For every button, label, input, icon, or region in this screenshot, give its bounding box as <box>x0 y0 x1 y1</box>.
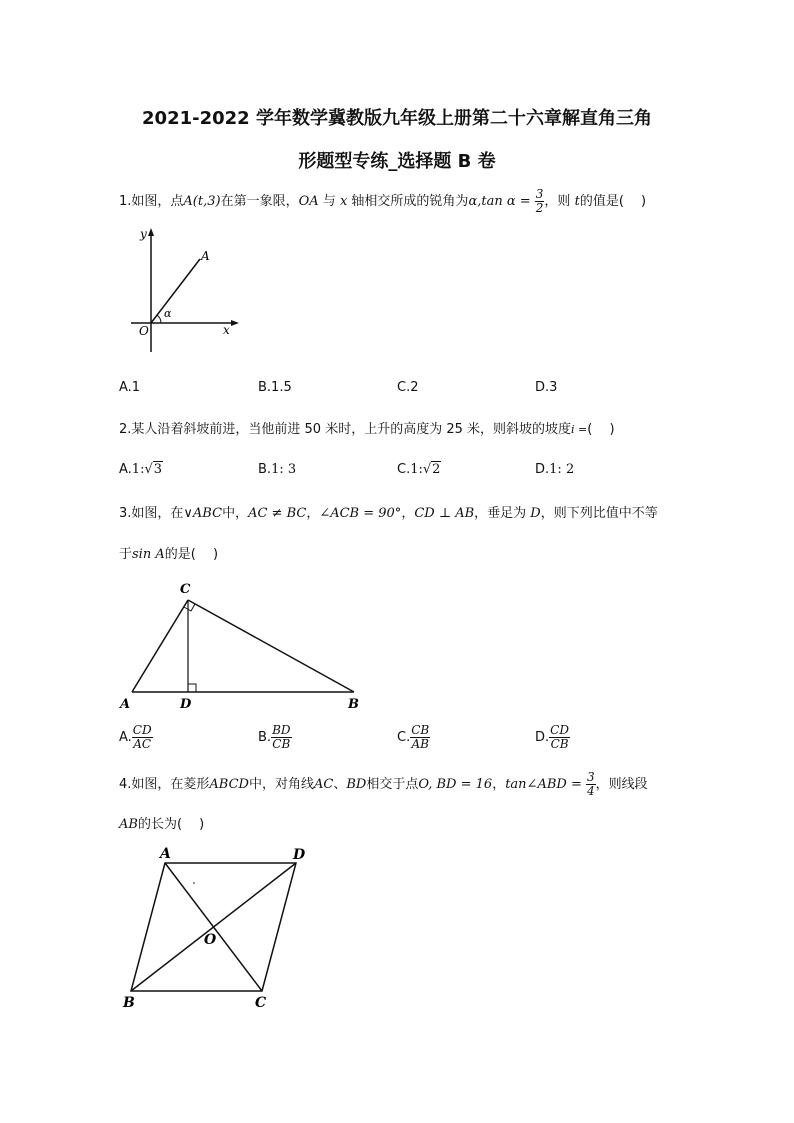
title-line-2: 形题型专练_选择题 B 卷 <box>298 151 496 172</box>
figure-q1-coordinate <box>125 222 245 357</box>
label-x: x <box>223 323 230 337</box>
label-D: D <box>180 697 192 712</box>
q2-option-b[interactable]: B.1: 3 <box>258 462 297 477</box>
question-3: 3.如图，在∨ABC中，AC ≠ BC，∠ACB = 90°，CD ⊥ AB，垂足为 D，则下列比值中不等 <box>119 506 658 521</box>
label-alpha: α <box>164 307 172 320</box>
question-4: 4.如图，在菱形ABCD中，对角线AC、BD相交于点O, BD = 16，tan∠ABD = $\frac{3}{4}$ ，则线段 <box>119 770 648 798</box>
figure-q3-triangle <box>118 578 368 713</box>
label-A: A <box>120 697 131 712</box>
label-D: D <box>293 847 306 863</box>
fraction-3-2: $\frac{3}{2}$ <box>535 187 544 215</box>
q1-option-c[interactable]: C.2 <box>397 380 419 395</box>
q1-option-d[interactable]: D.3 <box>535 380 558 395</box>
question-3-line-2: 于sin A的是( ) <box>119 547 219 562</box>
question-4-line-2: AB的长为( ) <box>119 817 205 832</box>
q1-option-a[interactable]: A.1 <box>119 380 141 395</box>
label-C: C <box>180 582 191 597</box>
q3-option-b[interactable]: B. $\frac{BD}{CB}$ <box>258 723 291 751</box>
q2-option-a[interactable]: A.1:√3 <box>119 462 163 477</box>
q3-option-a[interactable]: A. $\frac{CD}{AC}$ <box>119 723 152 751</box>
question-2: 2.某人沿着斜坡前进，当他前进 50 米时，上升的高度为 25 米，则斜坡的坡度i =( ) <box>119 422 615 437</box>
figure-q4-rhombus <box>118 843 318 1013</box>
q3-option-d[interactable]: D. $\frac{CD}{CB}$ <box>535 723 569 751</box>
q3-option-c[interactable]: C. $\frac{CB}{AB}$ <box>397 723 430 751</box>
label-A: A <box>160 846 171 862</box>
label-C: C <box>255 995 267 1011</box>
label-y: y <box>140 227 147 241</box>
question-1: 1.如图，点A(t,3)在第一象限，OA 与 x 轴相交所成的锐角为α,tan α = $\frac{3}{2}$ ，则 t的值是( ) <box>119 187 647 215</box>
q2-option-c[interactable]: C.1:√2 <box>397 462 441 477</box>
label-B: B <box>348 697 359 712</box>
label-O: O <box>204 932 217 948</box>
label-O: O <box>139 324 149 338</box>
label-B: B <box>123 995 135 1011</box>
q1-option-b[interactable]: B.1.5 <box>258 380 292 395</box>
q2-option-d[interactable]: D.1: 2 <box>535 462 575 477</box>
title-line-1: 2021-2022 学年数学冀教版九年级上册第二十六章解直角三角 <box>142 108 652 129</box>
label-A: A <box>201 249 210 263</box>
